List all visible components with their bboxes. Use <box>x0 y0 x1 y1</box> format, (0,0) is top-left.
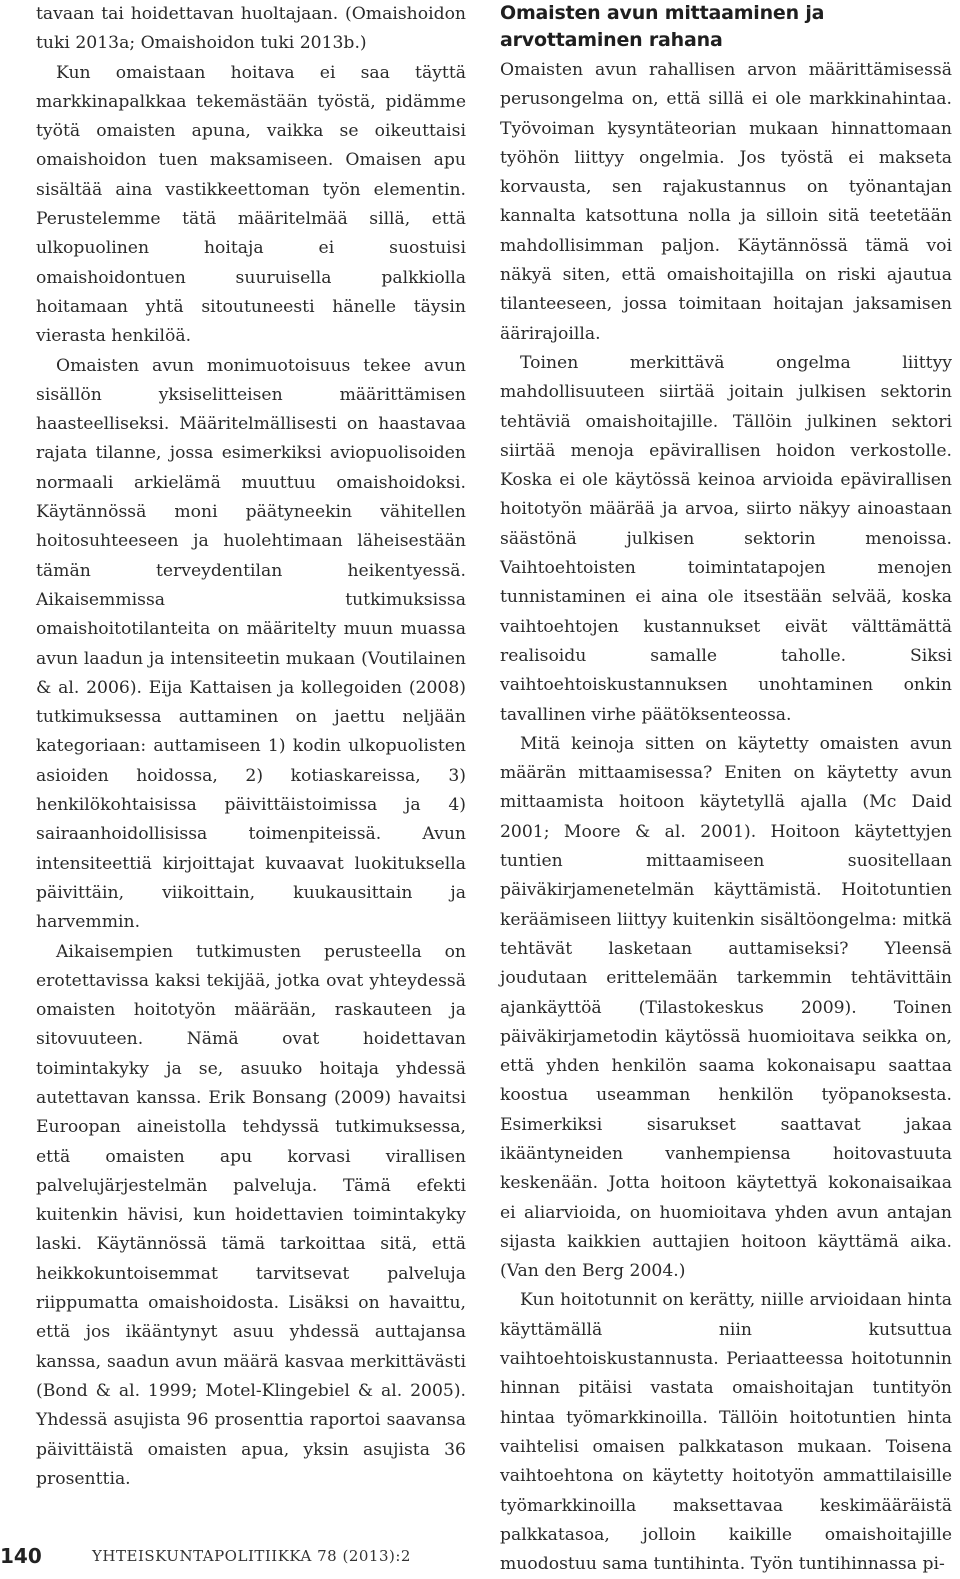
journal-reference: YHTEISKUNTAPOLITIIKKA 78 (2013):2 <box>92 1547 411 1565</box>
paragraph: Mitä keinoja sitten on käytetty omaisten avun määrän mittaamisessa? Eniten on käytetty avun mittaamista hoitoon käytetyllä ajalla (Mc Daid 2001; Moore & al. 2001). Hoitoon käytettyjen tuntien mittaamiseen suositellaan päiväkirjamenetelmän käyttämistä. Hoitotuntien keräämiseen liittyy kuitenkin sisältöongelma: mitkä tehtävät lasketaan auttamiseksi? Yleensä joudutaan erittelemään tarkemmin tehtävittäin ajankäyttöä (Tilastokeskus 2009). Toinen päiväkirjametodin käytössä huomioitava seikka on, että yhden henkilön saama kokonaisapu saattaa koostua useamman henkilön työpanoksesta. Esimerkiksi sisarukset saattavat jakaa ikääntyneiden vanhempiensa hoitovastuuta keskenään. Jotta hoitoon käytettyä kokonaisaikaa ei aliarvioida, on huomioitava yhden avun antajan sijasta kaikkien auttajien hoitoon käyttämä aika. (Van den Berg 2004.) <box>500 733 952 1282</box>
page-number: 140 <box>0 1544 42 1568</box>
right-column <box>500 0 952 1579</box>
paragraph: Kun hoitotunnit on kerätty, niille arvioidaan hinta käyttämällä niin kutsuttua vaihtoehtoiskustannusta. Periaatteessa hoitotunnin hinnan pitäisi vastata omaishoitajan tuntityön hintaa työmarkkinoilla. Tällöin hoitotuntien hinta vaihtelisi omaisen palkkatason mukaan. Toisena vaihtoehtona on käytetty hoitotyön ammattilaisille työmarkkinoilla maksettavaa keskimääräistä palkkatasoa, jolloin kaikille omaishoitajille muodostuu sama tuntihinta. Työn tuntihinnassa pi- <box>500 1290 952 1575</box>
left-column <box>36 0 466 1494</box>
paragraph: tavaan tai hoidettavan huoltajaan. (Omaishoidon tuki 2013a; Omaishoidon tuki 2013b.) <box>36 4 466 54</box>
paragraph: Kun omaistaan hoitava ei saa täyttä markkinapalkkaa tekemästään työstä, pidämme työtä omaisten apuna, vaikka se oikeuttaisi omaishoidon tuen maksamiseen. Omaisen apu sisältää aina vastikkeettoman työn elementin. Perustelemme tätä määritelmää sillä, että ulkopuolinen hoitaja ei suostuisi omaishoidontuen suuruisella palkkiolla hoitamaan yhtä sitoutuneesti hänelle täysin vierasta henkilöä. <box>36 62 466 347</box>
paragraph: Aikaisempien tutkimusten perusteella on erotettavissa kaksi tekijää, jotka ovat yhteydessä omaisten hoitotyön määrään, raskauteen ja sitovuuteen. Nämä ovat hoidettavan toimintakyky ja se, asuuko hoitaja yhdessä autettavan kanssa. Erik Bonsang (2009) havaitsi Euroopan aineistolla tehdyssä tutkimuksessa, että omaisten apu korvasi virallisen palvelujärjestelmän palveluja. Tämä efekti kuitenkin hävisi, kun hoidettavien toimintakyky laski. Käytännössä tämä tarkoittaa sitä, että heikkokuntoisemmat tarvitsevat palveluja riippumatta omaishoidosta. Lisäksi on havaittu, että jos ikääntynyt asuu yhdessä auttajansa kanssa, saadun avun määrä kasvaa merkittävästi (Bond & al. 1999; Motel-Klingebiel & al. 2005). Yhdessä asujista 96 prosenttia raportoi saavansa päivittäistä omaisten apua, yksin asujista 36 prosenttia. <box>36 941 466 1489</box>
page-footer <box>0 1540 960 1573</box>
paragraph: Omaisten avun rahallisen arvon määrittämisessä perusongelma on, että sillä ei ole markkinahintaa. Työvoiman kysyntäteorian mukaan hinnattomaan työhön liittyy ongelmia. Jos työstä ei makseta korvausta, sen rajakustannus on työnantajan kannalta katsottuna nolla ja silloin sitä teetetään mahdollisimman paljon. Käytännössä tämä voi näkyä siten, että omaishoitajilla on riski ajautua tilanteeseen, jossa toimitaan hoitajan jaksamisen äärirajoilla. <box>500 60 952 344</box>
paragraph: Toinen merkittävä ongelma liittyy mahdollisuuteen siirtää joitain julkisen sektorin tehtäviä omaishoitajille. Tällöin julkinen sektori siirtää menoja epävirallisen hoidon verkostolle. Koska ei ole käytössä keinoa arvioida epävirallisen hoitotyön määrää ja arvoa, siirto näkyy ainoastaan säästönä julkisen sektorin menoissa. Vaihtoehtoisten toimintatapojen menojen tunnistaminen ei aina ole itsestään selvää, koska vaihtoehtojen kustannukset eivät välttämättä realisoidu samalle taholle. Siksi vaihtoehtoiskustannuksen unohtaminen onkin tavallinen virhe päätöksenteossa. <box>500 352 952 725</box>
section-heading: Omaisten avun mittaaminen ja arvottaminen rahana <box>500 2 825 51</box>
paragraph: Omaisten avun monimuotoisuus tekee avun sisällön yksiselitteisen määrittämisen haasteelliseksi. Määritelmällisesti on haastavaa rajata tilanne, jossa esimerkiksi aviopuolisoiden normaali arkielämä muuttuu omaishoidoksi. Käytännössä moni päätyneekin vähitellen hoitosuhteeseen ja huolehtimaan läheisestään tämän terveydentilan heikentyessä. Aikaisemmissa tutkimuksissa omaishoitotilanteita on määritelty muun muassa avun laadun ja intensiteetin mukaan (Voutilainen & al. 2006). Eija Kattaisen ja kollegoiden (2008) tutkimuksessa auttaminen on jaettu neljään kategoriaan: auttamiseen 1) kodin ulkopuolisten asioiden hoidossa, 2) kotiaskareissa, 3) henkilökohtaisissa päivittäistoimissa ja 4) sairaanhoidollisissa toimenpiteissä. Avun intensiteettiä kirjoittajat kuvaavat luokituksella päivittäin, viikoittain, kuukausittain ja harvemmin. <box>36 355 466 933</box>
